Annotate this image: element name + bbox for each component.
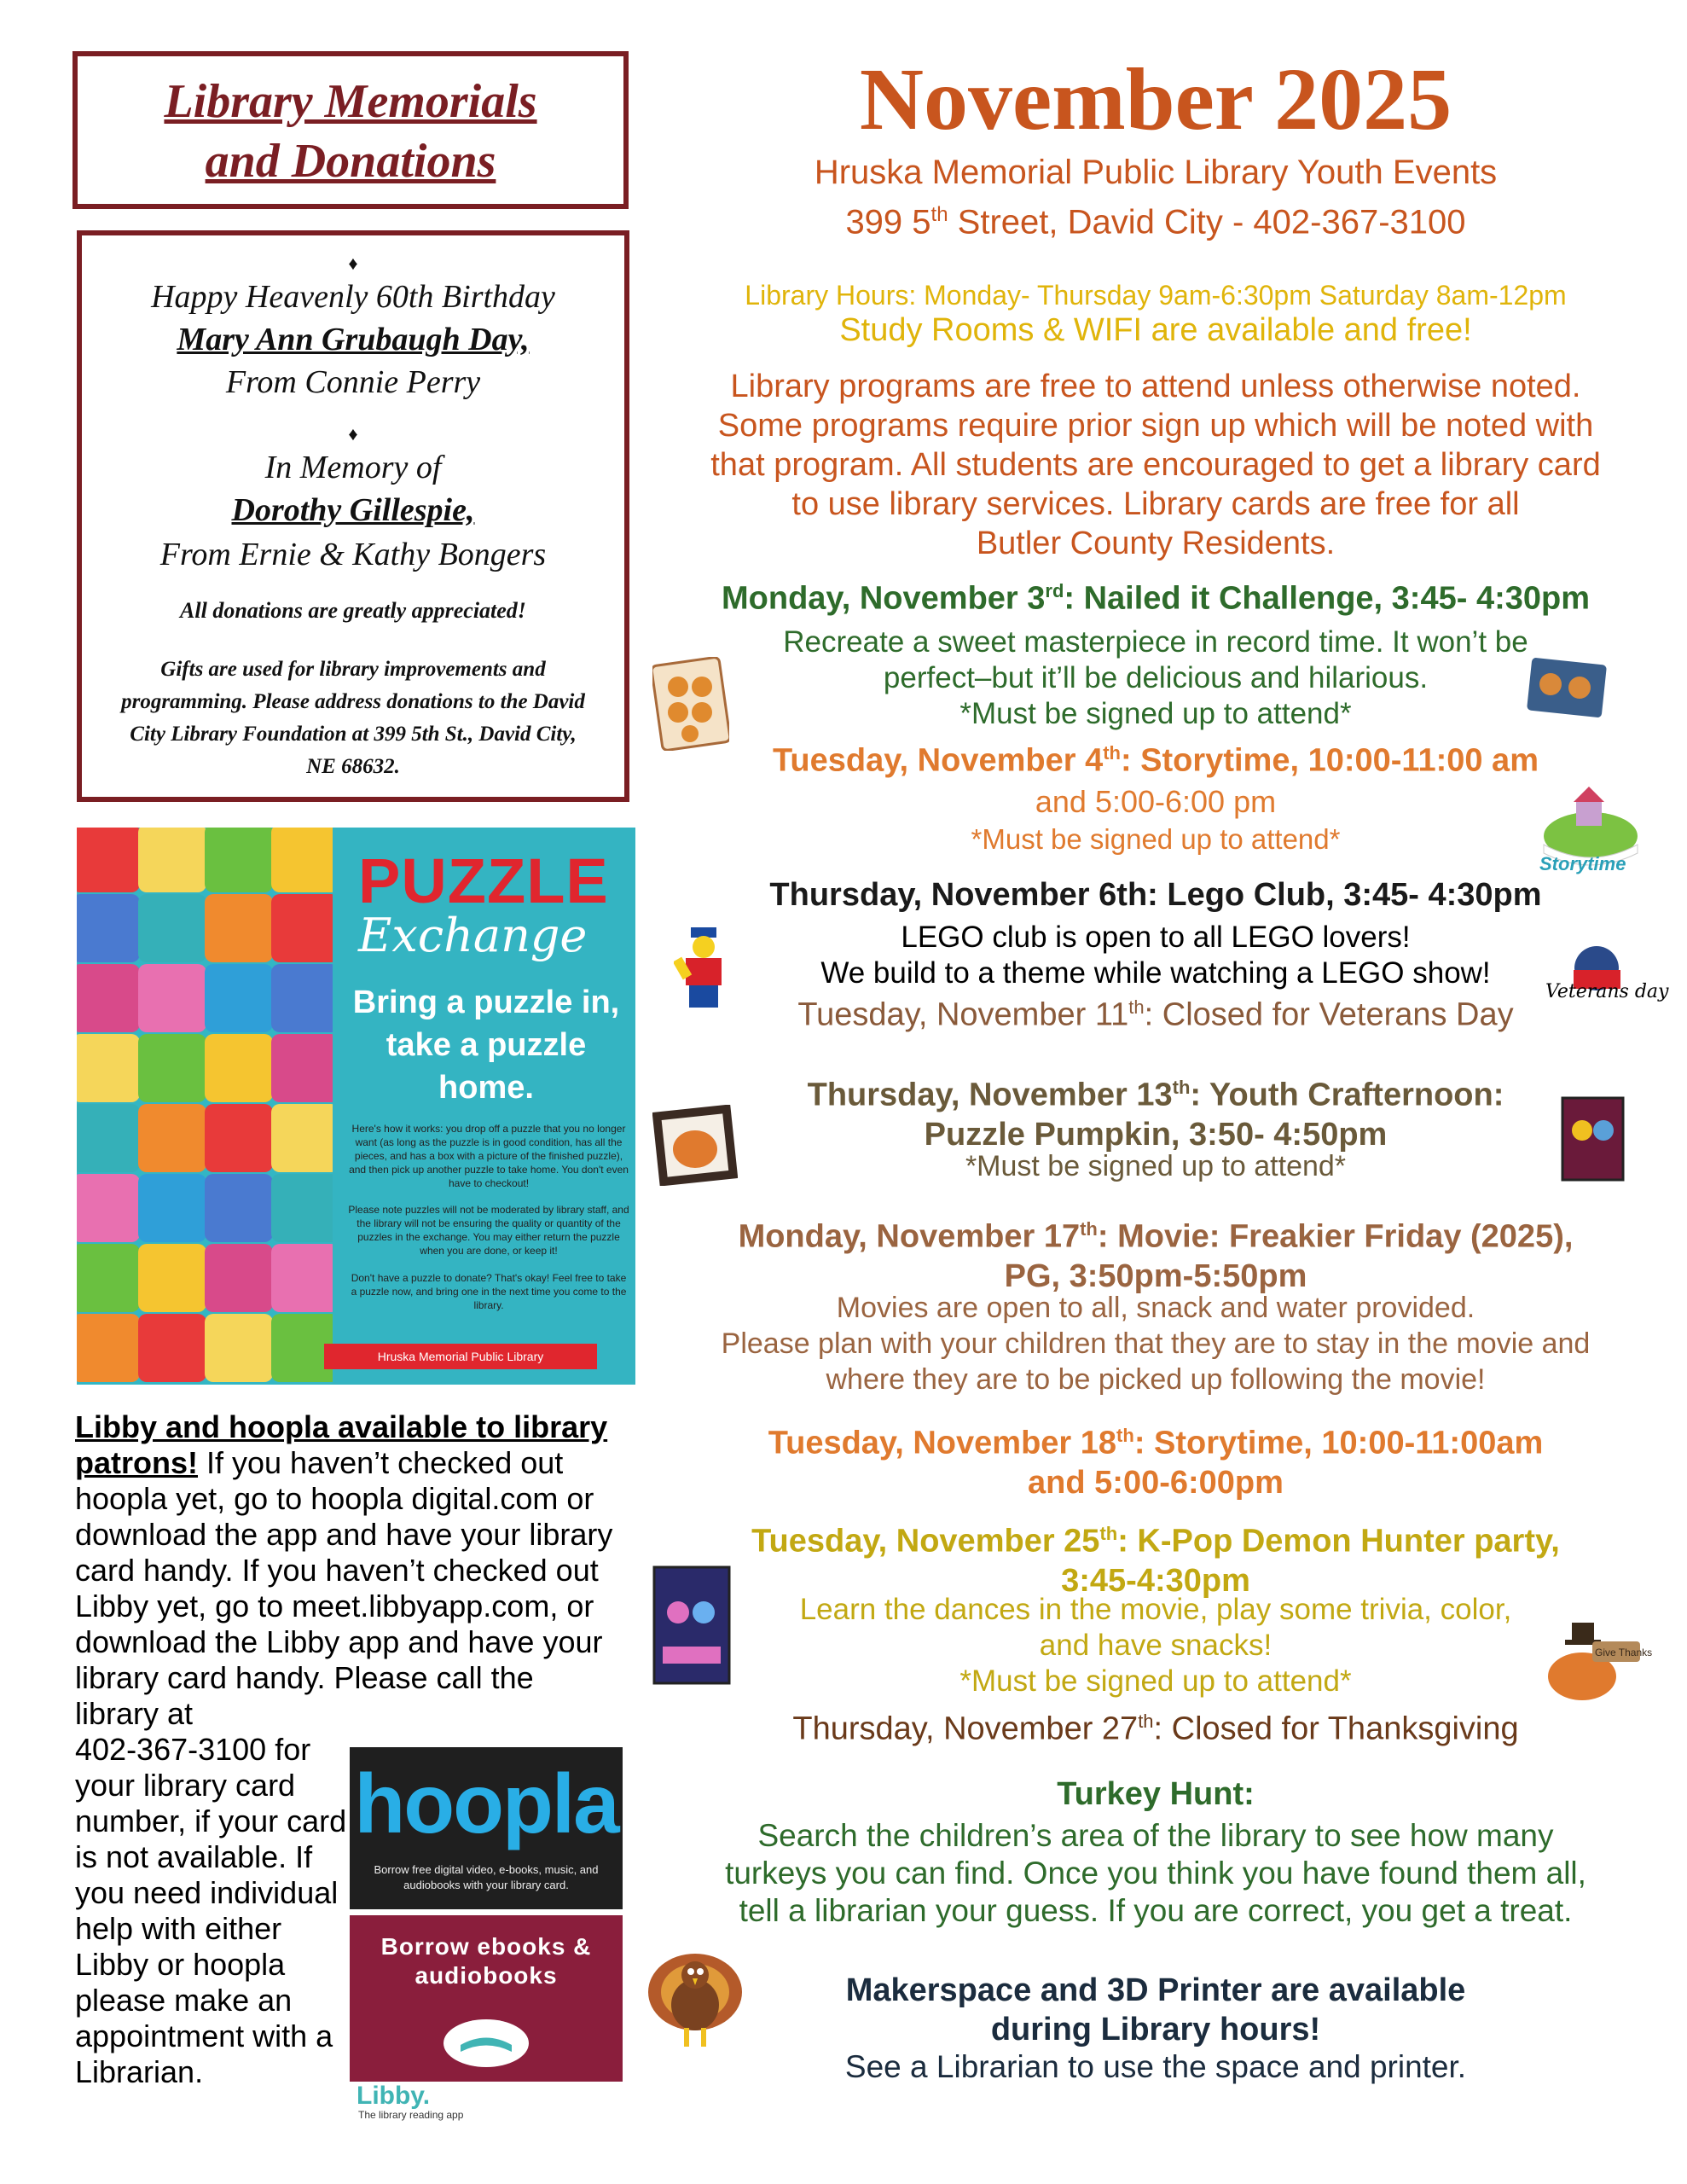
memorial-box — [77, 230, 629, 802]
memorial-entry1-from: From Connie Perry — [225, 364, 481, 400]
event-lego-desc — [657, 920, 1655, 991]
intro-line-2: Some programs require prior sign up which will be noted with — [717, 408, 1594, 444]
hoopla-logo: hoopla — [354, 1757, 618, 1850]
event-title-part: : Movie: Freakier Friday (2025), — [1097, 1218, 1574, 1255]
event-kpop-desc — [657, 1592, 1655, 1699]
memorial-title — [78, 72, 623, 191]
puzzle-piece — [271, 964, 339, 1032]
puzzle-body-1: Here's how it works: you drop off a puzzle that you no longer want (as long as the puzzle is in good condition, has all the pieces, and has a box with a picture of the finished puzzle), and then pick up another puzzle to take home. You don't even have to checkout! — [349, 1123, 629, 1189]
puzzle-piece — [138, 1244, 206, 1312]
event-storytime-desc — [657, 783, 1655, 858]
memorial-title-line1: Library Memorials — [164, 75, 537, 128]
memorial-entry1-line1: Happy Heavenly 60th Birthday — [151, 279, 555, 315]
event-title-sup: th — [1099, 1523, 1118, 1544]
puzzle-piece — [77, 828, 140, 892]
puzzle-piece — [77, 1174, 140, 1242]
intro-line-3: that program. All students are encouraged to get a library card — [710, 447, 1601, 483]
puzzle-subtitle: Exchange — [358, 909, 588, 962]
event-title-part: : Closed for Thanksgiving — [1153, 1711, 1519, 1747]
puzzle-exchange-flyer — [77, 828, 635, 1385]
donut-icon — [652, 657, 729, 751]
book-icon — [439, 2009, 533, 2069]
intro-line-5: Butler County Residents. — [976, 526, 1336, 561]
desc-line: where they are to be picked up following the movie! — [826, 1363, 1486, 1396]
event-thanksgiving-closed — [657, 1711, 1655, 1748]
puzzle-piece — [205, 1034, 273, 1102]
puzzle-piece — [271, 1104, 339, 1172]
puzzle-headline-2: take a puzzle — [386, 1027, 587, 1063]
memorial-entry2-name: Dorothy Gillespie, — [231, 492, 475, 528]
intro-text — [657, 367, 1655, 563]
libby-tagline: The library reading app — [358, 2109, 464, 2121]
puzzle-piece — [138, 964, 206, 1032]
memorial-entry2-from: From Ernie & Kathy Bongers — [159, 537, 547, 572]
diamond-icon: ♦ — [348, 423, 358, 444]
pumpkin-craft-icon — [652, 1105, 738, 1186]
event-title-part: : Storytime, 10:00-11:00am — [1133, 1425, 1544, 1461]
puzzle-body-3: Don't have a puzzle to donate? That's okay! Feel free to take a puzzle now, and bring one in the next time you come to the library. — [351, 1272, 627, 1311]
puzzle-headline-3: home. — [438, 1070, 534, 1106]
memorial-title-box — [72, 51, 629, 209]
puzzle-headline — [350, 981, 623, 1109]
puzzle-piece — [77, 1314, 140, 1382]
event-title-part: Tuesday, November 25 — [751, 1523, 1100, 1560]
event-title-sup: th — [1103, 742, 1121, 764]
memorial-title-line2: and Donations — [205, 135, 496, 188]
puzzle-piece — [205, 1104, 273, 1172]
event-title-line2: 3:45-4:30pm — [1061, 1562, 1250, 1599]
event-title-line2: PG, 3:50pm-5:50pm — [1004, 1258, 1307, 1294]
puzzle-piece — [271, 894, 339, 962]
puzzle-piece — [138, 1104, 206, 1172]
memorial-appreciated: All donations are greatly appreciated! — [180, 598, 526, 623]
event-movie-desc — [657, 1290, 1655, 1397]
desc-line: Movies are open to all, snack and water provided. — [836, 1292, 1475, 1324]
thanks-label: Give Thanks — [1595, 1647, 1653, 1658]
event-kpop-title — [657, 1514, 1655, 1600]
libby-logo: Libby. — [357, 2082, 431, 2110]
event-lego-title: Thursday, November 6th: Lego Club, 3:45- 4:30pm — [769, 877, 1542, 913]
turkey-hunt-desc — [657, 1817, 1655, 1930]
puzzle-piece — [205, 964, 273, 1032]
signup-note: *Must be signed up to attend* — [971, 823, 1341, 855]
memorial-entry1-name: Mary Ann Grubaugh Day, — [177, 322, 530, 357]
desc-line: and have snacks! — [1039, 1629, 1272, 1662]
address-post: Street, David City - 402-367-3100 — [948, 203, 1466, 241]
event-title-sup: rd — [1045, 580, 1064, 601]
desc-line: turkeys you can find. Once you think you have found them all, — [725, 1856, 1586, 1891]
puzzle-piece — [77, 1104, 140, 1172]
puzzle-piece — [205, 828, 273, 892]
address-sup: th — [930, 203, 948, 226]
address-pre: 399 5 — [845, 203, 931, 241]
event-crafternoon-title — [657, 1068, 1655, 1154]
desc-line: tell a librarian your guess. If you are correct, you get a treat. — [739, 1893, 1573, 1928]
puzzle-piece — [138, 1034, 206, 1102]
turkey-icon — [640, 1941, 751, 2056]
event-nailed-it-desc — [657, 624, 1655, 732]
hoopla-ad — [350, 1747, 623, 1909]
puzzle-piece — [205, 1244, 273, 1312]
event-title-part: : K-Pop Demon Hunter party, — [1117, 1523, 1560, 1560]
desc-line: and 5:00-6:00 pm — [1035, 784, 1277, 819]
desc-line: We build to a theme while watching a LEGO show! — [820, 956, 1491, 990]
event-title-sup: th — [1080, 1218, 1098, 1240]
event-title-sup: th — [1138, 1711, 1154, 1732]
event-title-sup: th — [1128, 996, 1145, 1018]
puzzle-piece — [271, 1244, 339, 1312]
makerspace-note: See a Librarian to use the space and printer. — [844, 2049, 1467, 2084]
event-title-part: Tuesday, November 11 — [797, 996, 1129, 1033]
page-title: November 2025 — [859, 50, 1452, 148]
desc-line: Please plan with your children that they are to stay in the movie and — [721, 1327, 1591, 1360]
puzzle-body-2: Please note puzzles will not be moderated by library staff, and the library will not be ensuring the quality or quantity of the puzzles in the exchange. You may either return the puzzle when you are done, or keep it! — [348, 1204, 629, 1257]
storytime-label: Storytime — [1539, 853, 1626, 874]
puzzle-piece — [205, 1174, 273, 1242]
puzzle-piece — [138, 828, 206, 892]
memorial-gifts: Gifts are used for library improvements and programming. Please address donations to the David City Library Foundation at 399 5th St., David City, NE 68632. — [121, 658, 585, 778]
libby-hoopla-heading: Libby and hoopla available to library patrons! — [75, 1409, 608, 1480]
desc-line: Recreate a sweet masterpiece in record time. It won’t be — [783, 625, 1528, 659]
puzzle-title: PUZZLE — [358, 845, 609, 916]
cupcake-icon — [1527, 657, 1608, 721]
puzzle-piece — [271, 1174, 339, 1242]
libby-ad — [350, 1915, 623, 2082]
desc-line: Learn the dances in the movie, play some trivia, color, — [799, 1593, 1512, 1626]
signup-note: *Must be signed up to attend* — [959, 1664, 1352, 1698]
event-title-part: Thursday, November 27 — [792, 1711, 1139, 1747]
event-title-sup: th — [1172, 1077, 1191, 1098]
event-title-part: Tuesday, November 18 — [768, 1425, 1117, 1461]
desc-line: LEGO club is open to all LEGO lovers! — [901, 921, 1411, 954]
library-hours: Library Hours: Monday- Thursday 9am-6:30pm Saturday 8am-12pm — [745, 280, 1567, 311]
library-subtitle: Hruska Memorial Public Library Youth Events — [814, 154, 1498, 191]
memorial-entry2-line1: In Memory of — [264, 450, 442, 485]
libby-hoopla-text — [75, 1409, 621, 1732]
puzzle-piece — [205, 1314, 273, 1382]
event-storytime-title — [657, 742, 1655, 780]
event-nailed-it-title — [657, 580, 1655, 618]
signup-note: *Must be signed up to attend* — [959, 697, 1352, 730]
movie-poster-icon — [1561, 1096, 1625, 1182]
libby-help-text: 402-367-3100 for your library card number, if your card is not available. If you need individual help with either Libby or hoopla please make an appointment with a Librarian. — [75, 1732, 347, 2089]
event-title-line2: Puzzle Pumpkin, 3:50- 4:50pm — [924, 1116, 1388, 1153]
turkey-hunt-title: Turkey Hunt: — [1057, 1776, 1255, 1812]
puzzle-piece — [205, 894, 273, 962]
event-movie-title — [657, 1210, 1655, 1296]
puzzle-piece — [77, 964, 140, 1032]
makerspace-line-2: during Library hours! — [990, 2012, 1321, 2048]
puzzle-piece — [77, 1244, 140, 1312]
event-title-part: Monday, November 17 — [738, 1218, 1081, 1255]
intro-line-1: Library programs are free to attend unless otherwise noted. — [730, 369, 1581, 404]
event-title-part: : Closed for Veterans Day — [1144, 996, 1514, 1033]
desc-line: perfect–but it’ll be delicious and hilarious. — [883, 661, 1429, 694]
event-storytime2-title — [657, 1416, 1655, 1502]
puzzle-piece — [271, 1034, 339, 1102]
libby-hoopla-body: If you haven’t checked out hoopla yet, go to hoopla digital.com or download the app and have your library card handy. If you haven’t checked out Libby yet, go to meet.libbyapp.com, or download the Libby app and have your library card handy. Please call the library at — [75, 1445, 613, 1731]
libby-caption: Borrow ebooks & audiobooks — [380, 1933, 592, 1989]
event-title-part: Tuesday, November 4 — [773, 742, 1104, 779]
event-veterans-closed — [657, 996, 1655, 1034]
event-title-part: : Nailed it Challenge, 3:45- 4:30pm — [1064, 580, 1590, 617]
event-title-part: : Storytime, 10:00-11:00 am — [1120, 742, 1539, 779]
veterans-label: Veterans day — [1545, 981, 1669, 1002]
event-title-part: : Youth Crafternoon: — [1190, 1077, 1504, 1113]
library-address — [657, 203, 1655, 241]
puzzle-piece — [271, 828, 339, 892]
puzzle-piece — [138, 1314, 206, 1382]
puzzle-piece — [138, 1174, 206, 1242]
diamond-icon: ♦ — [348, 253, 358, 274]
puzzle-piece — [77, 894, 140, 962]
signup-note: *Must be signed up to attend* — [965, 1150, 1347, 1182]
event-title-sup: th — [1116, 1425, 1134, 1446]
event-title-line2: and 5:00-6:00pm — [1028, 1464, 1284, 1501]
makerspace-line-1: Makerspace and 3D Printer are available — [845, 1972, 1466, 2008]
puzzle-piece — [138, 894, 206, 962]
puzzle-piece — [77, 1034, 140, 1102]
puzzle-headline-1: Bring a puzzle in, — [352, 985, 620, 1020]
makerspace-title — [657, 1971, 1655, 2049]
event-title-part: Thursday, November 13 — [807, 1077, 1173, 1113]
event-title-part: Monday, November 3 — [722, 580, 1046, 617]
study-rooms: Study Rooms & WIFI are available and free! — [839, 312, 1472, 348]
puzzle-banner: Hruska Memorial Public Library — [324, 1344, 597, 1369]
desc-line: Search the children’s area of the library to see how many — [757, 1818, 1554, 1853]
intro-line-4: to use library services. Library cards are free for all — [791, 486, 1520, 522]
kpop-poster-icon — [652, 1565, 731, 1685]
hoopla-caption: Borrow free digital video, e-books, music, and audiobooks with your library card. — [374, 1863, 599, 1891]
